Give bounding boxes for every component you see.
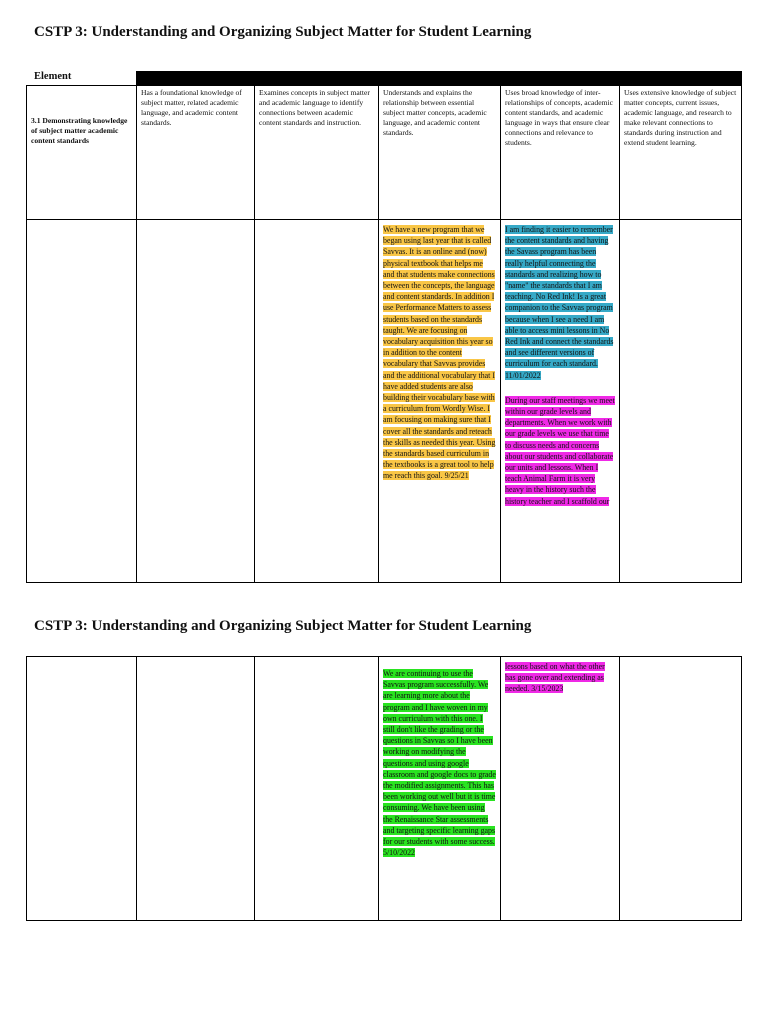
level-descriptor-row <box>27 86 742 220</box>
evidence-cell-level-1 <box>137 220 255 583</box>
page-title: CSTP 3: Understanding and Organizing Subject Matter for Student Learning <box>34 24 532 40</box>
element-name-cell: 3.1 Demonstrating knowledge of subject matter academic content standards <box>27 86 137 220</box>
evidence-entry-green: We are continuing to use the Savvas program successfully. We are learning more about the program and I have woven in my own curriculum with this one. I still don't like the grading or the questions in Savvas so I have been working on modifying the questions and using google classroom and google docs to grade the modified assignments. This has been working out well but it is time consuming. We have been using the Renaissance Star assessments and targeting specific learning gaps for our students with some success. 5/10/2022 <box>383 669 496 858</box>
evidence-cell-level-4-2 <box>501 657 620 921</box>
evidence-entry-blue: I am finding it easier to remember the content standards and having the Savass program has been really helpful connecting the standards and realizing how to "name" the standards that I am teaching. No Red Ink! Is a great companion to the Savvas program because when I see a need I am able to access mini lessons in No Red Ink and connect the standards and see different versions of curriculum for each standard. 11/01/2022 <box>505 225 614 380</box>
rubric-table-page-2 <box>26 656 742 921</box>
evidence-cell-level-4 <box>501 220 620 583</box>
evidence-cell-level-5-2 <box>620 657 742 921</box>
evidence-cell-level-2-2 <box>255 657 379 921</box>
evidence-row-continued <box>27 657 742 921</box>
rubric-table-page-1 <box>26 85 742 583</box>
element-column-label: Element <box>34 71 72 82</box>
evidence-cell-element-2 <box>27 657 137 921</box>
evidence-entry-yellow: We have a new program that we began using last year that is called Savvas. It is an online and (now) physical textbook that helps me and that students make connections between the concepts, the language and content standards. In addition I use Performance Matters to assess students based on the standards taught. We are focusing on vocabulary acquisition this year so in addition to the content vocabulary that Savvas provides and the additional vocabulary that I have added students are also building their vocabulary base with a curriculum from Wordly Wise. I am focusing on making sure that I cover all the standards and reteach the skills as needed this year. Using the standards based curriculum in the textbooks is a great tool to help me reach this goal. 9/25/21 <box>383 225 496 481</box>
evidence-cell-level-2 <box>255 220 379 583</box>
level-1-descriptor: Has a foundational knowledge of subject matter, related academic language, and academic content standards. <box>137 86 255 220</box>
page-title-2: CSTP 3: Understanding and Organizing Subject Matter for Student Learning <box>34 618 532 634</box>
evidence-entry-pink-part-1: During our staff meetings we meet within our grade levels and departments. When we work with our grade levels we use that time to discuss needs and concerns about our students and collaborate our units and lessons. When I teach Animal Farm it is very heavy in the history such the history teacher and I scaffold our <box>505 395 615 506</box>
level-5-descriptor: Uses extensive knowledge of subject matter concepts, current issues, academic language, and research to make relevant connections to standards during instruction and extend student learning. <box>620 86 742 220</box>
evidence-cell-level-3 <box>379 220 501 583</box>
evidence-cell-level-5 <box>620 220 742 583</box>
level-4-descriptor: Uses broad knowledge of inter-relationships of concepts, academic content standards, and academic language in ways that ensure clear connections and relevance to students. <box>501 86 620 220</box>
evidence-cell-element <box>27 220 137 583</box>
evidence-cell-level-3-2 <box>379 657 501 921</box>
evidence-row <box>27 220 742 583</box>
evidence-cell-level-1-2 <box>137 657 255 921</box>
level-2-descriptor: Examines concepts in subject matter and academic language to identify connections between academic content standards and instruction. <box>255 86 379 220</box>
header-black-bar <box>136 71 742 85</box>
evidence-entry-pink-part-2: lessons based on what the other has gone over and extending as needed. 3/15/2023 <box>505 662 605 694</box>
level-3-descriptor: Understands and explains the relationship between essential subject matter concepts, academic language, and academic content standards. <box>379 86 501 220</box>
